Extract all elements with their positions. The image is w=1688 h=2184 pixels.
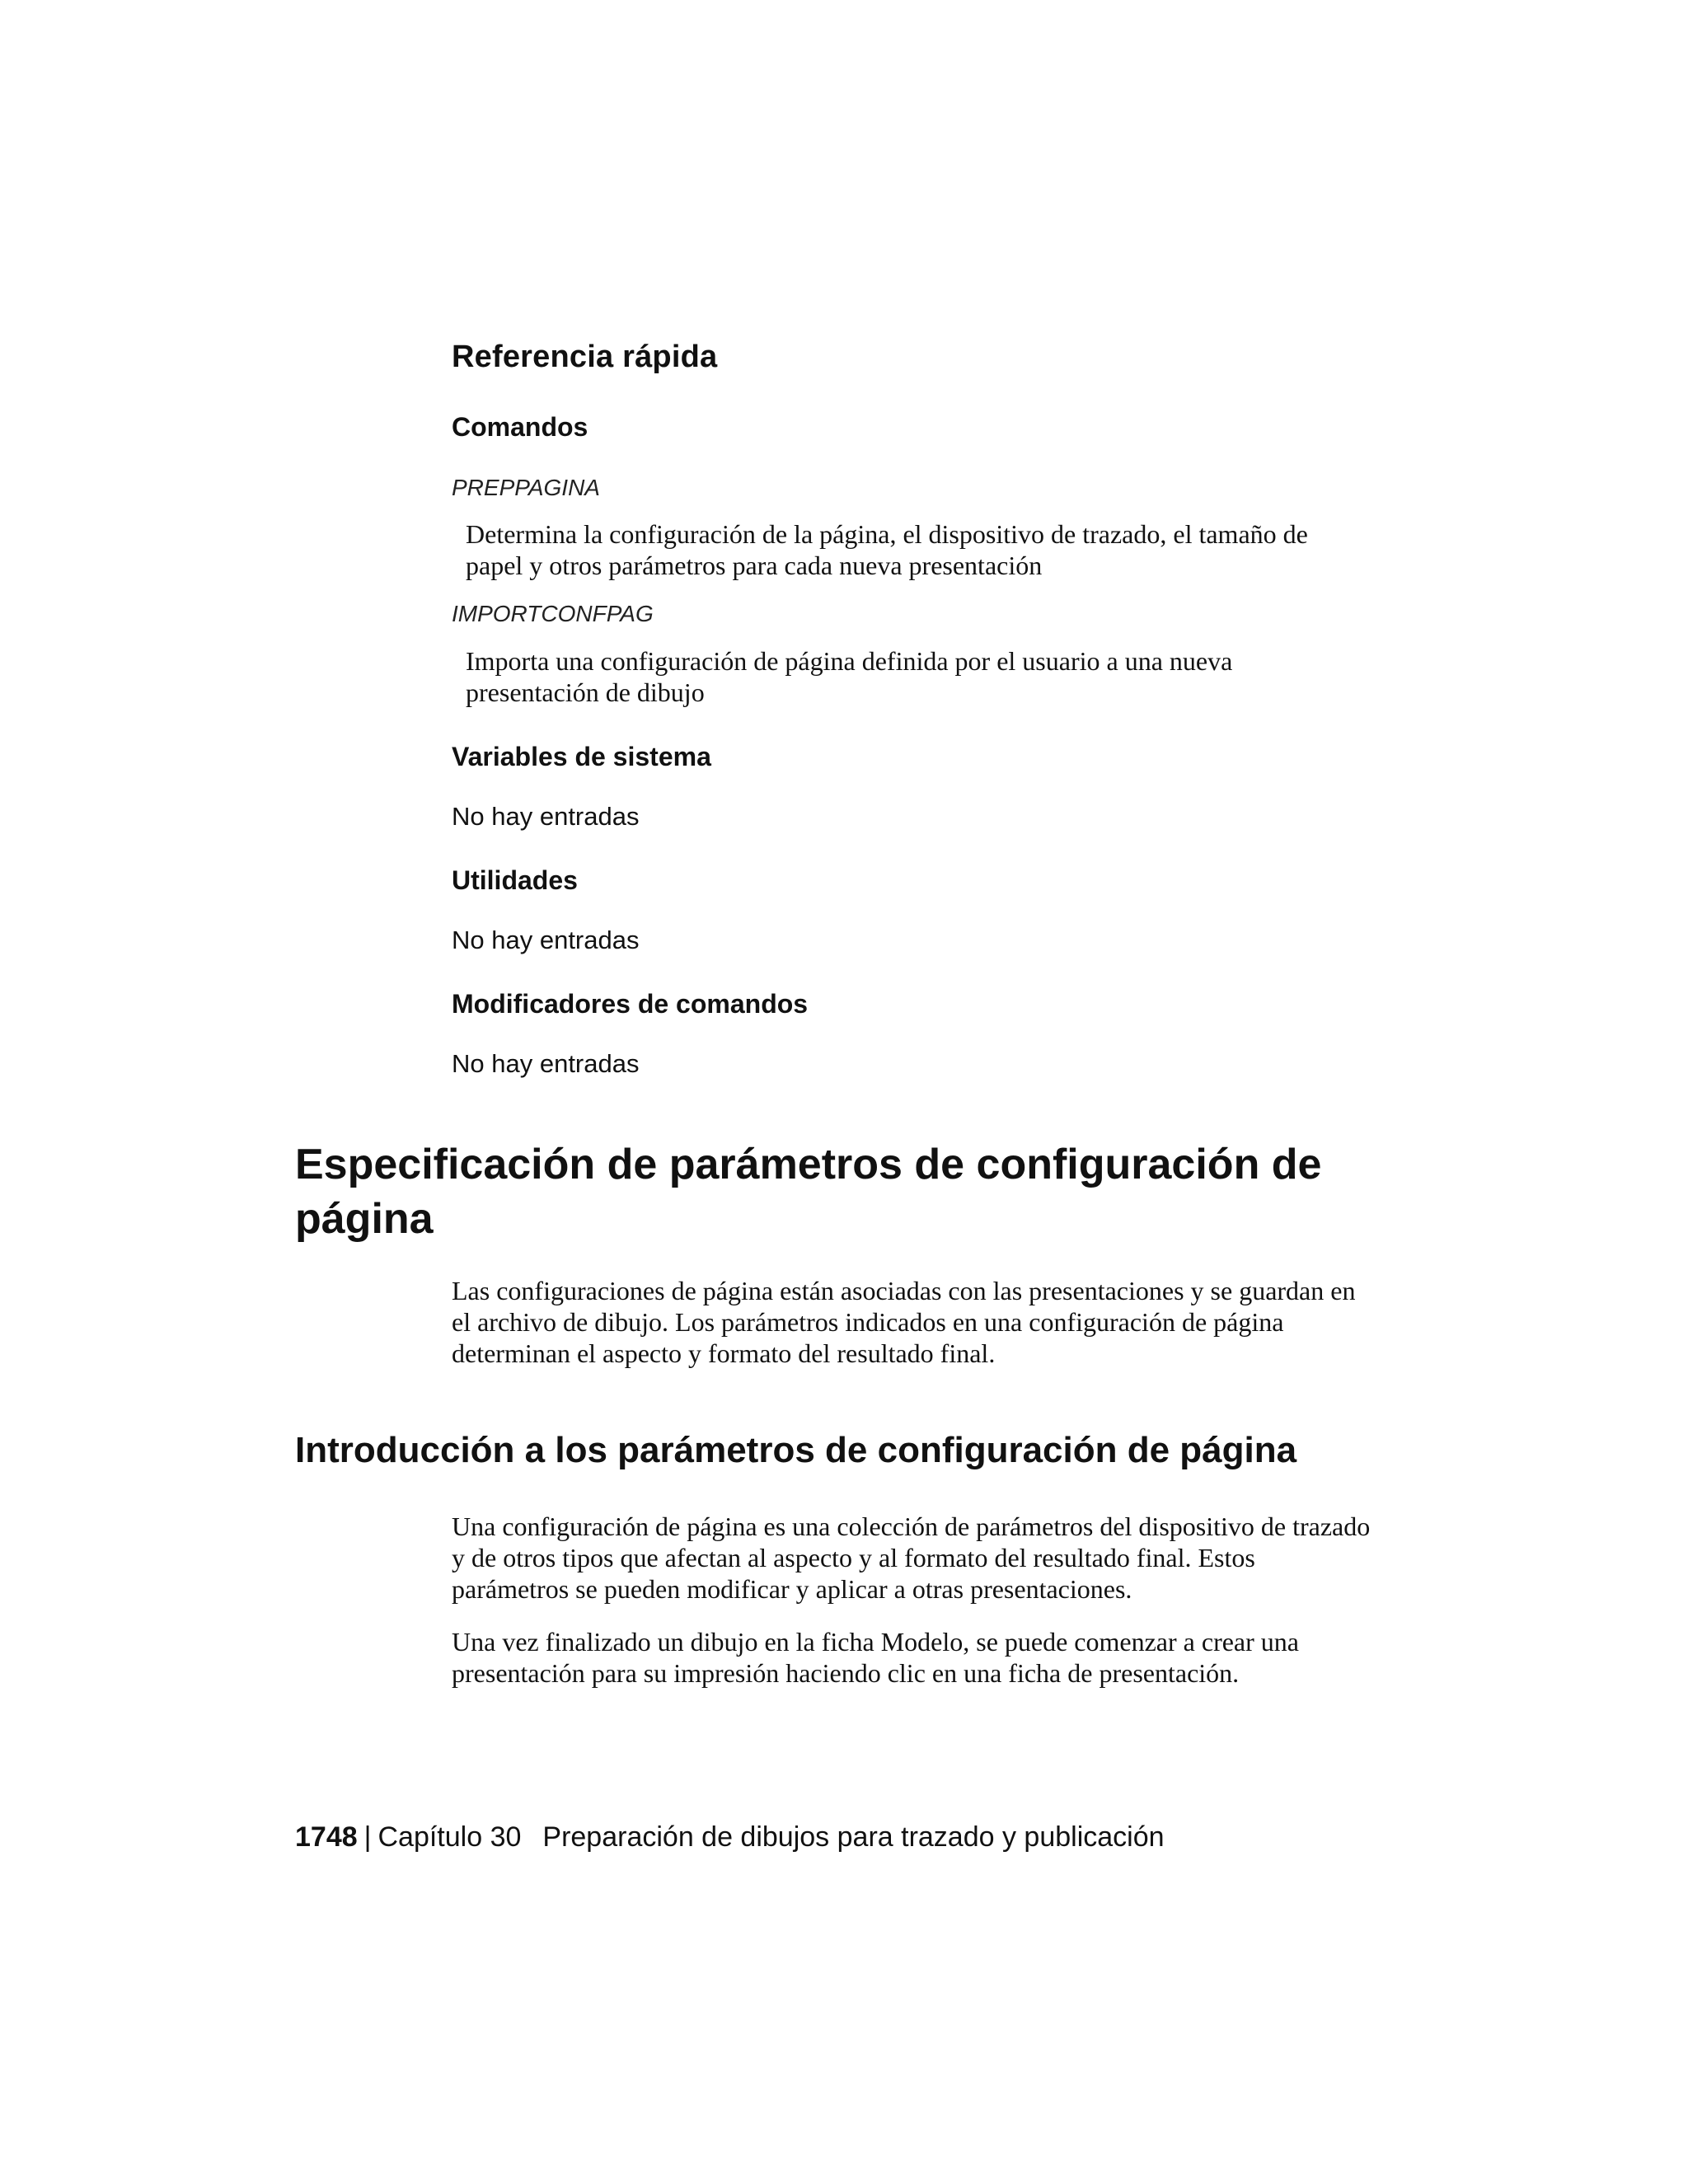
footer-separator: |: [363, 1821, 372, 1853]
commands-heading: Comandos: [452, 412, 588, 442]
subsection-paragraph: Una vez finalizado un dibujo en la ficha Modelo, se puede comenzar a crear una presentación para su impresión haciendo clic en una ficha de presentación.: [452, 1627, 1299, 1688]
utilities-heading: Utilidades: [452, 865, 578, 895]
command-name: IMPORTCONFPAG: [452, 601, 654, 626]
quick-reference-title: Referencia rápida: [452, 340, 718, 374]
command-description: Determina la configuración de la página, el dispositivo de trazado, el tamaño de papel y otros parámetros para cada nueva presentación: [466, 519, 1308, 580]
section-paragraph: Las configuraciones de página están asociadas con las presentaciones y se guardan en el archivo de dibujo. Los parámetros indicados en una configuración de página determinan el aspecto y formato del resultado final.: [452, 1276, 1356, 1368]
subsection-paragraph: Una configuración de página es una colección de parámetros del dispositivo de trazado y de otros tipos que afectan al aspecto y al formato del resultado final. Estos parámetros se pueden modificar y aplicar a otras presentaciones.: [452, 1511, 1371, 1604]
command-modifiers-heading: Modificadores de comandos: [452, 989, 809, 1019]
page-footer: [295, 1821, 1165, 1854]
utilities-text: No hay entradas: [452, 926, 640, 954]
system-variables-heading: Variables de sistema: [452, 742, 711, 771]
system-variables-text: No hay entradas: [452, 802, 640, 831]
subsection-heading: Introducción a los parámetros de configuración de página: [295, 1430, 1297, 1470]
command-name: PREPPAGINA: [452, 475, 600, 500]
command-modifiers-text: No hay entradas: [452, 1049, 640, 1078]
section-heading: Especificación de parámetros de configuración de página: [295, 1141, 1322, 1243]
page-number: 1748: [295, 1821, 358, 1853]
command-description: Importa una configuración de página definida por el usuario a una nueva presentación de dibujo: [466, 646, 1233, 707]
chapter-title: Preparación de dibujos para trazado y publicación: [542, 1821, 1165, 1853]
chapter-label: Capítulo 30: [377, 1821, 522, 1853]
